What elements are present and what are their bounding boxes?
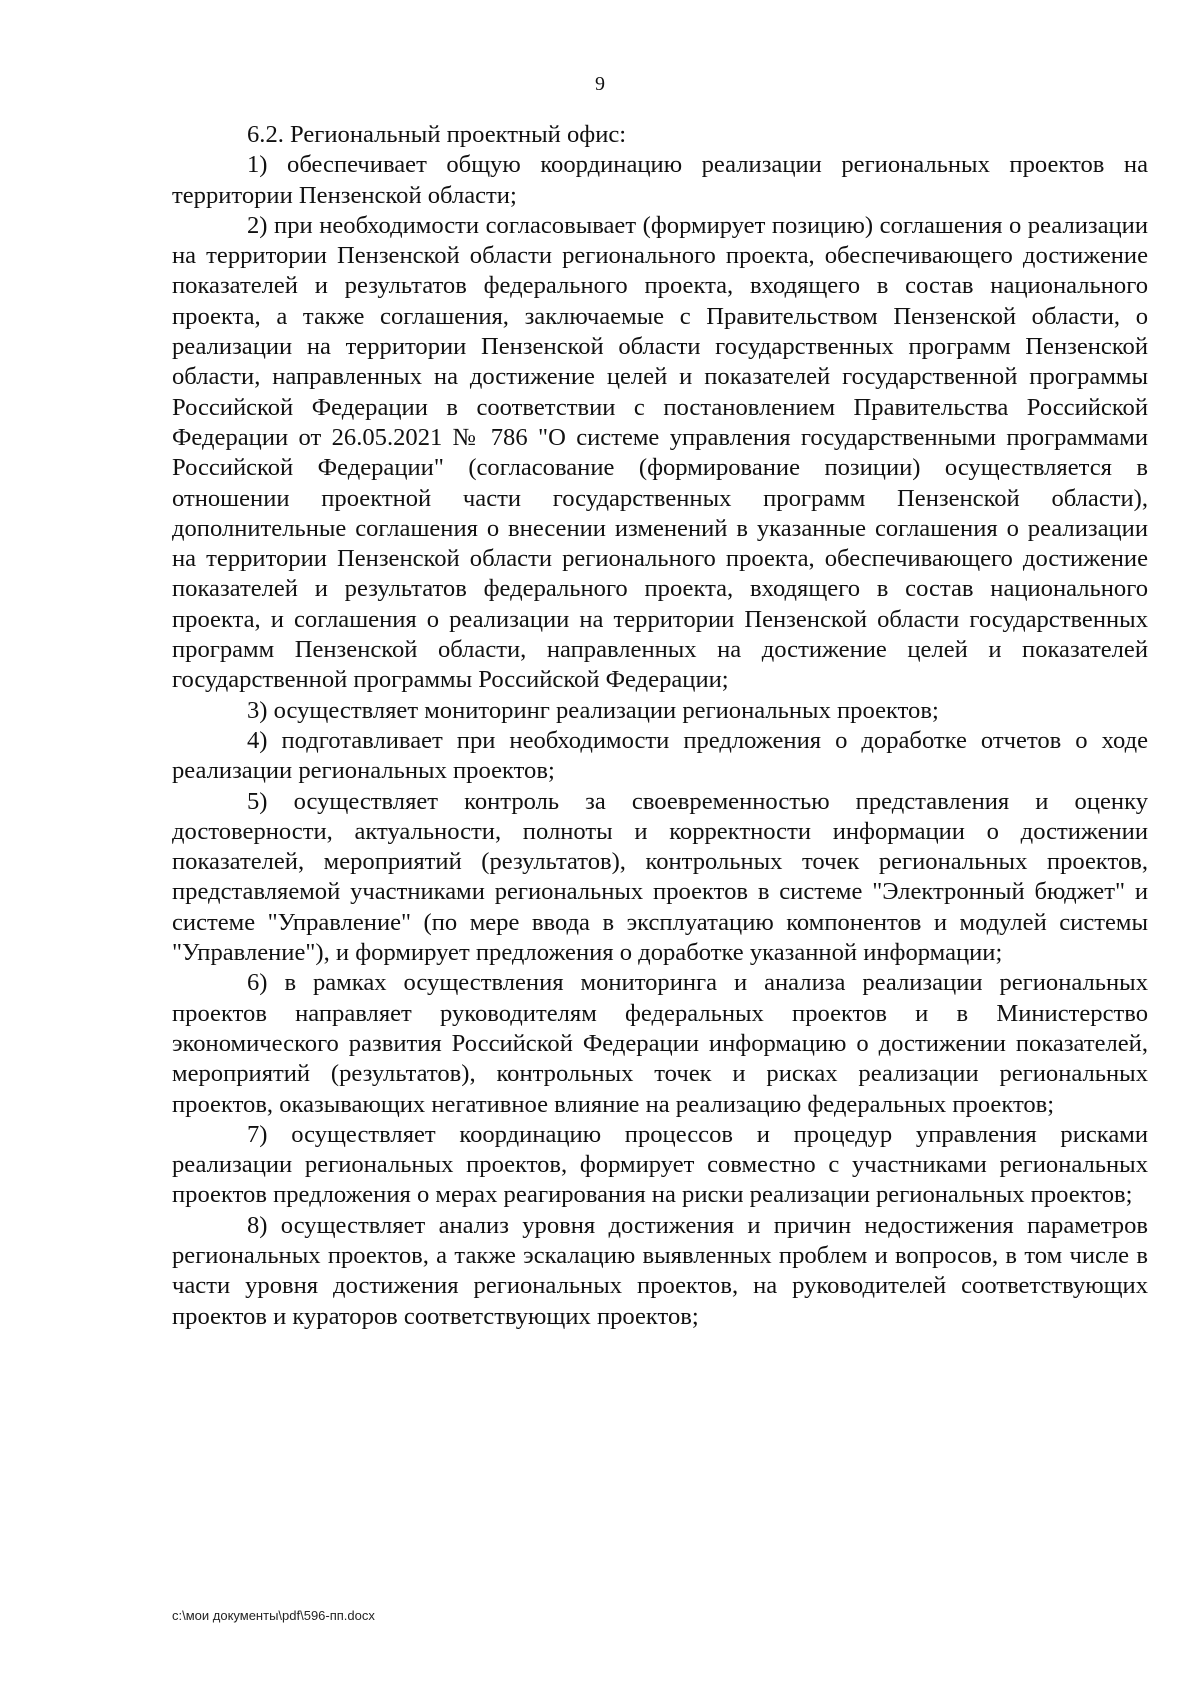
footer-file-path: c:\мои документы\pdf\596-пп.docx — [172, 1608, 375, 1623]
paragraph-item-3: 3) осуществляет мониторинг реализации региональных проектов; — [247, 696, 939, 724]
document-body — [172, 120, 1148, 1332]
paragraph-item-2: 2) при необходимости согласовывает (формирует позицию) соглашения о реализации на территории Пензенской области регионального проекта, обеспечивающего достижение показателей и результатов федерального проекта, входящего в состав национального проекта, а также соглашения, заключаемые с Правительством Пензенской области, о реализации на территории Пензенской области государственных программ Пензенской области, направленных на достижение целей и показателей государственной программы Российской Федерации в соответствии с постановлением Правительства Российской Федерации от 26.05.2021 № 786 "О системе управления государственными программами Российской Федерации" (согласование (формирование позиции) осуществляется в отношении проектной части государственных программ Пензенской области), дополнительные соглашения о внесении изменений в указанные соглашения о реализации на территории Пензенской области регионального проекта, обеспечивающего достижение показателей и результатов федерального проекта, входящего в состав национального проекта, и соглашения о реализации на территории Пензенской области государственных программ Пензенской области, направленных на достижение целей и показателей государственной программы Российской Федерации; — [172, 211, 1148, 694]
paragraph-item-1: 1) обеспечивает общую координацию реализации региональных проектов на территории Пензенской области; — [172, 151, 1148, 209]
paragraph-item-5: 5) осуществляет контроль за своевременностью представления и оценку достоверности, актуальности, полноты и корректности информации о достижении показателей, мероприятий (результатов), контрольных точек региональных проектов, представляемой участниками региональных проектов в системе "Электронный бюджет" и системе "Управление" (по мере ввода в эксплуатацию компонентов и модулей системы "Управление"), и формирует предложения о доработке указанной информации; — [172, 787, 1148, 967]
paragraph-heading: 6.2. Региональный проектный офис: — [247, 121, 627, 148]
page-number: 9 — [595, 73, 605, 95]
paragraph-item-6: 6) в рамках осуществления мониторинга и анализа реализации региональных проектов направляет руководителям федеральных проектов и в Министерство экономического развития Российской Федерации информацию о достижении показателей, мероприятий (результатов), контрольных точек и рисках реализации региональных проектов, оказывающих негативное влияние на реализацию федеральных проектов; — [172, 969, 1148, 1118]
paragraph-item-7: 7) осуществляет координацию процессов и процедур управления рисками реализации региональных проектов, формирует совместно с участниками региональных проектов предложения о мерах реагирования на риски реализации региональных проектов; — [172, 1120, 1148, 1209]
paragraph-item-4: 4) подготавливает при необходимости предложения о доработке отчетов о ходе реализации региональных проектов; — [172, 726, 1148, 785]
paragraph-item-8: 8) осуществляет анализ уровня достижения и причин недостижения параметров региональных проектов, а также эскалацию выявленных проблем и вопросов, в том числе в части уровня достижения региональных проектов, на руководителей соответствующих проектов и кураторов соответствующих проектов; — [172, 1211, 1148, 1330]
